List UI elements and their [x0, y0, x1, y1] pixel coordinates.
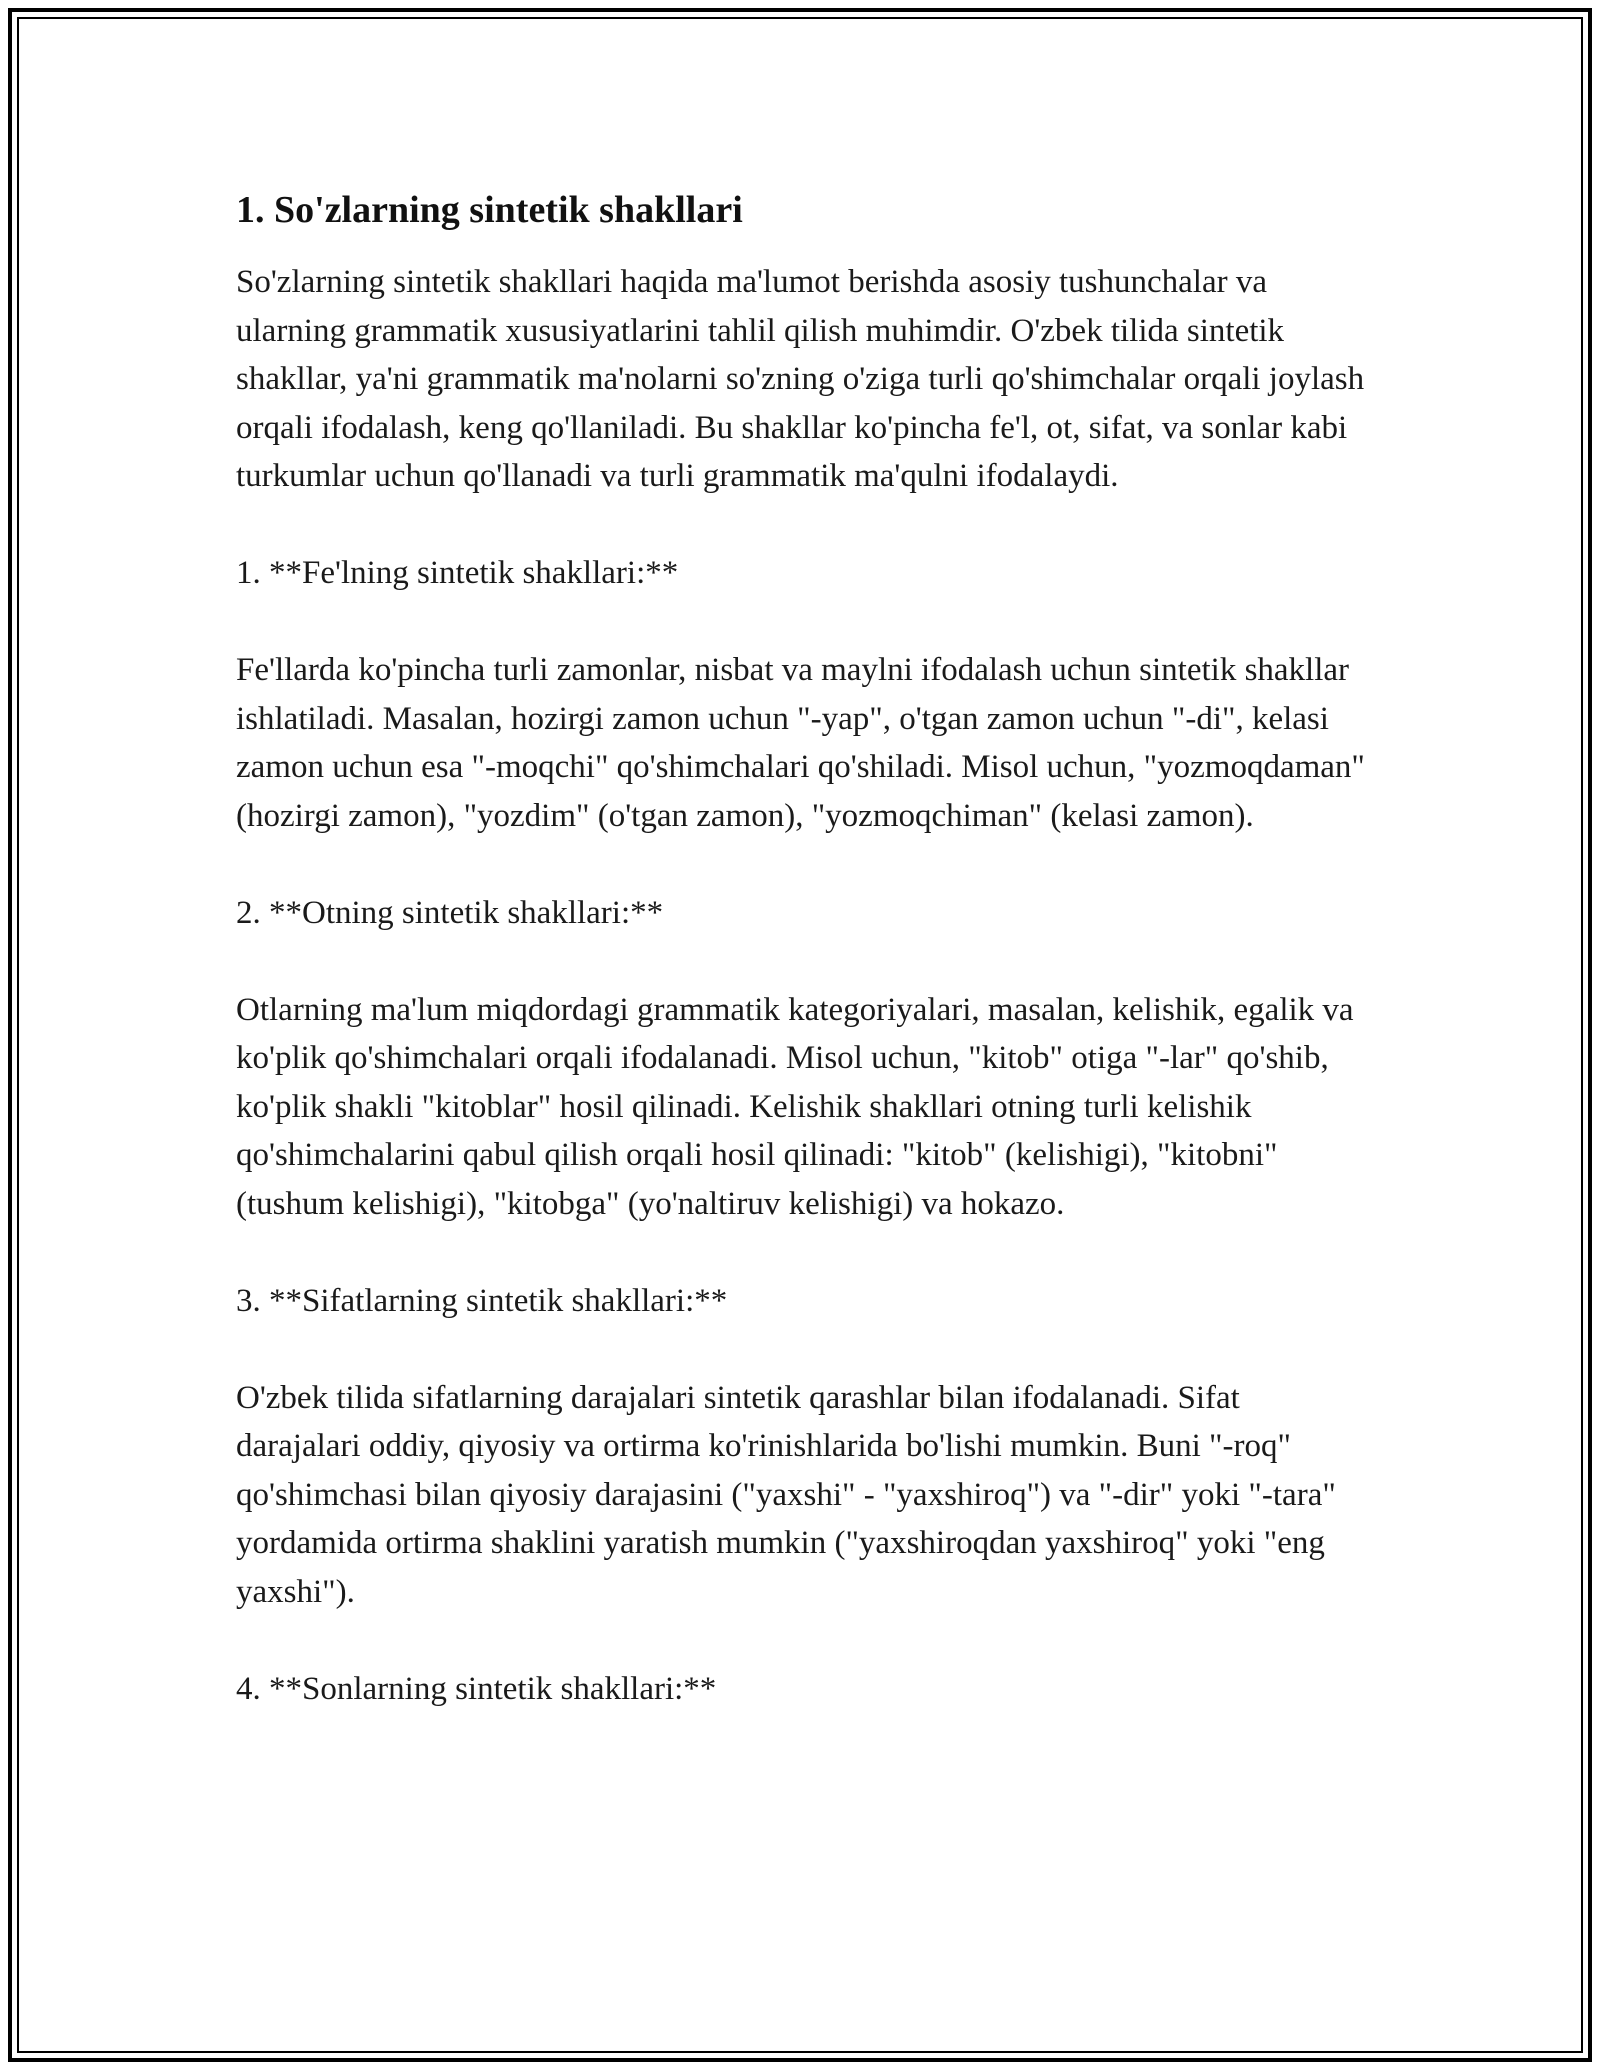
section-heading-verbs: 1. **Fe'lning sintetik shakllari:** — [236, 555, 679, 591]
adjectives-paragraph: O'zbek tilida sifatlarning darajalari sintetik qarashlar bilan ifodalanadi. Sifat darajalari oddiy, qiyosiy va ortirma ko'rinishlarida bo'lishi mumkin. Buni "-roq" qo'shimchasi bilan qiyosiy darajasini ("yaxshi" - "yaxshiroq") va "-dir" yoki "-tara" yordamida ortirma shaklini yaratish mumkin ("yaxshiroqdan yaxshiroq" yoki "eng yaxshi"). — [236, 1379, 1336, 1610]
intro-paragraph: So'zlarning sintetik shakllari haqida ma'lumot berishda asosiy tushunchalar va ularning grammatik xususiyatlarini tahlil qilish muhimdir. O'zbek tilida sintetik shakllar, ya'ni grammatik ma'nolarni so'zning o'ziga turli qo'shimchalar orqali joylash orqali ifodalash, keng qo'llaniladi. Bu shakllar ko'pincha fe'l, ot, sifat, va sonlar kabi turkumlar uchun qo'llanadi va turli grammatik ma'qulni ifodalaydi. — [236, 264, 1365, 494]
document-body — [236, 186, 1366, 1713]
paragraph-gap — [236, 937, 1366, 986]
paragraph-gap — [236, 1616, 1366, 1665]
section-heading-numerals: 4. **Sonlarning sintetik shakllari:** — [236, 1670, 717, 1707]
paragraph-gap — [236, 1325, 1366, 1374]
paragraph-gap — [236, 1228, 1366, 1277]
section-heading-nouns: 2. **Otning sintetik shakllari:** — [236, 894, 664, 931]
paragraph-gap — [236, 840, 1366, 889]
nouns-paragraph: Otlarning ma'lum miqdordagi grammatik kategoriyalari, masalan, kelishik, egalik va ko'plik qo'shimchalari orqali ifodalanadi. Misol uchun, "kitob" otiga "-lar" qo'shib, ko'plik shakli "kitoblar" hosil qilinadi. Kelishik shakllari otning turli kelishik qo'shimchalarini qabul qilish orqali hosil qilinadi: "kitob" (kelishigi), "kitobni" (tushum kelishigi), "kitobga" (yo'naltiruv kelishigi) va hokazo. — [236, 991, 1354, 1222]
section-heading-adjectives: 3. **Sifatlarning sintetik shakllari:** — [236, 1282, 728, 1319]
document-title: 1. So'zlarning sintetik shakllari — [236, 189, 743, 231]
verbs-paragraph: Fe'llarda ko'pincha turli zamonlar, nisbat va maylni ifodalash uchun sintetik shakllar ishlatiladi. Masalan, hozirgi zamon uchun "-yap", o'tgan zamon uchun "-di", kelasi zamon uchun esa "-moqchi" qo'shimchalari qo'shiladi. Misol uchun, "yozmoqdaman" (hozirgi zamon), "yozdim" (o'tgan zamon), "yozmoqchiman" (kelasi zamon). — [236, 652, 1365, 834]
paragraph-gap — [236, 598, 1366, 647]
paragraph-gap — [236, 501, 1366, 550]
